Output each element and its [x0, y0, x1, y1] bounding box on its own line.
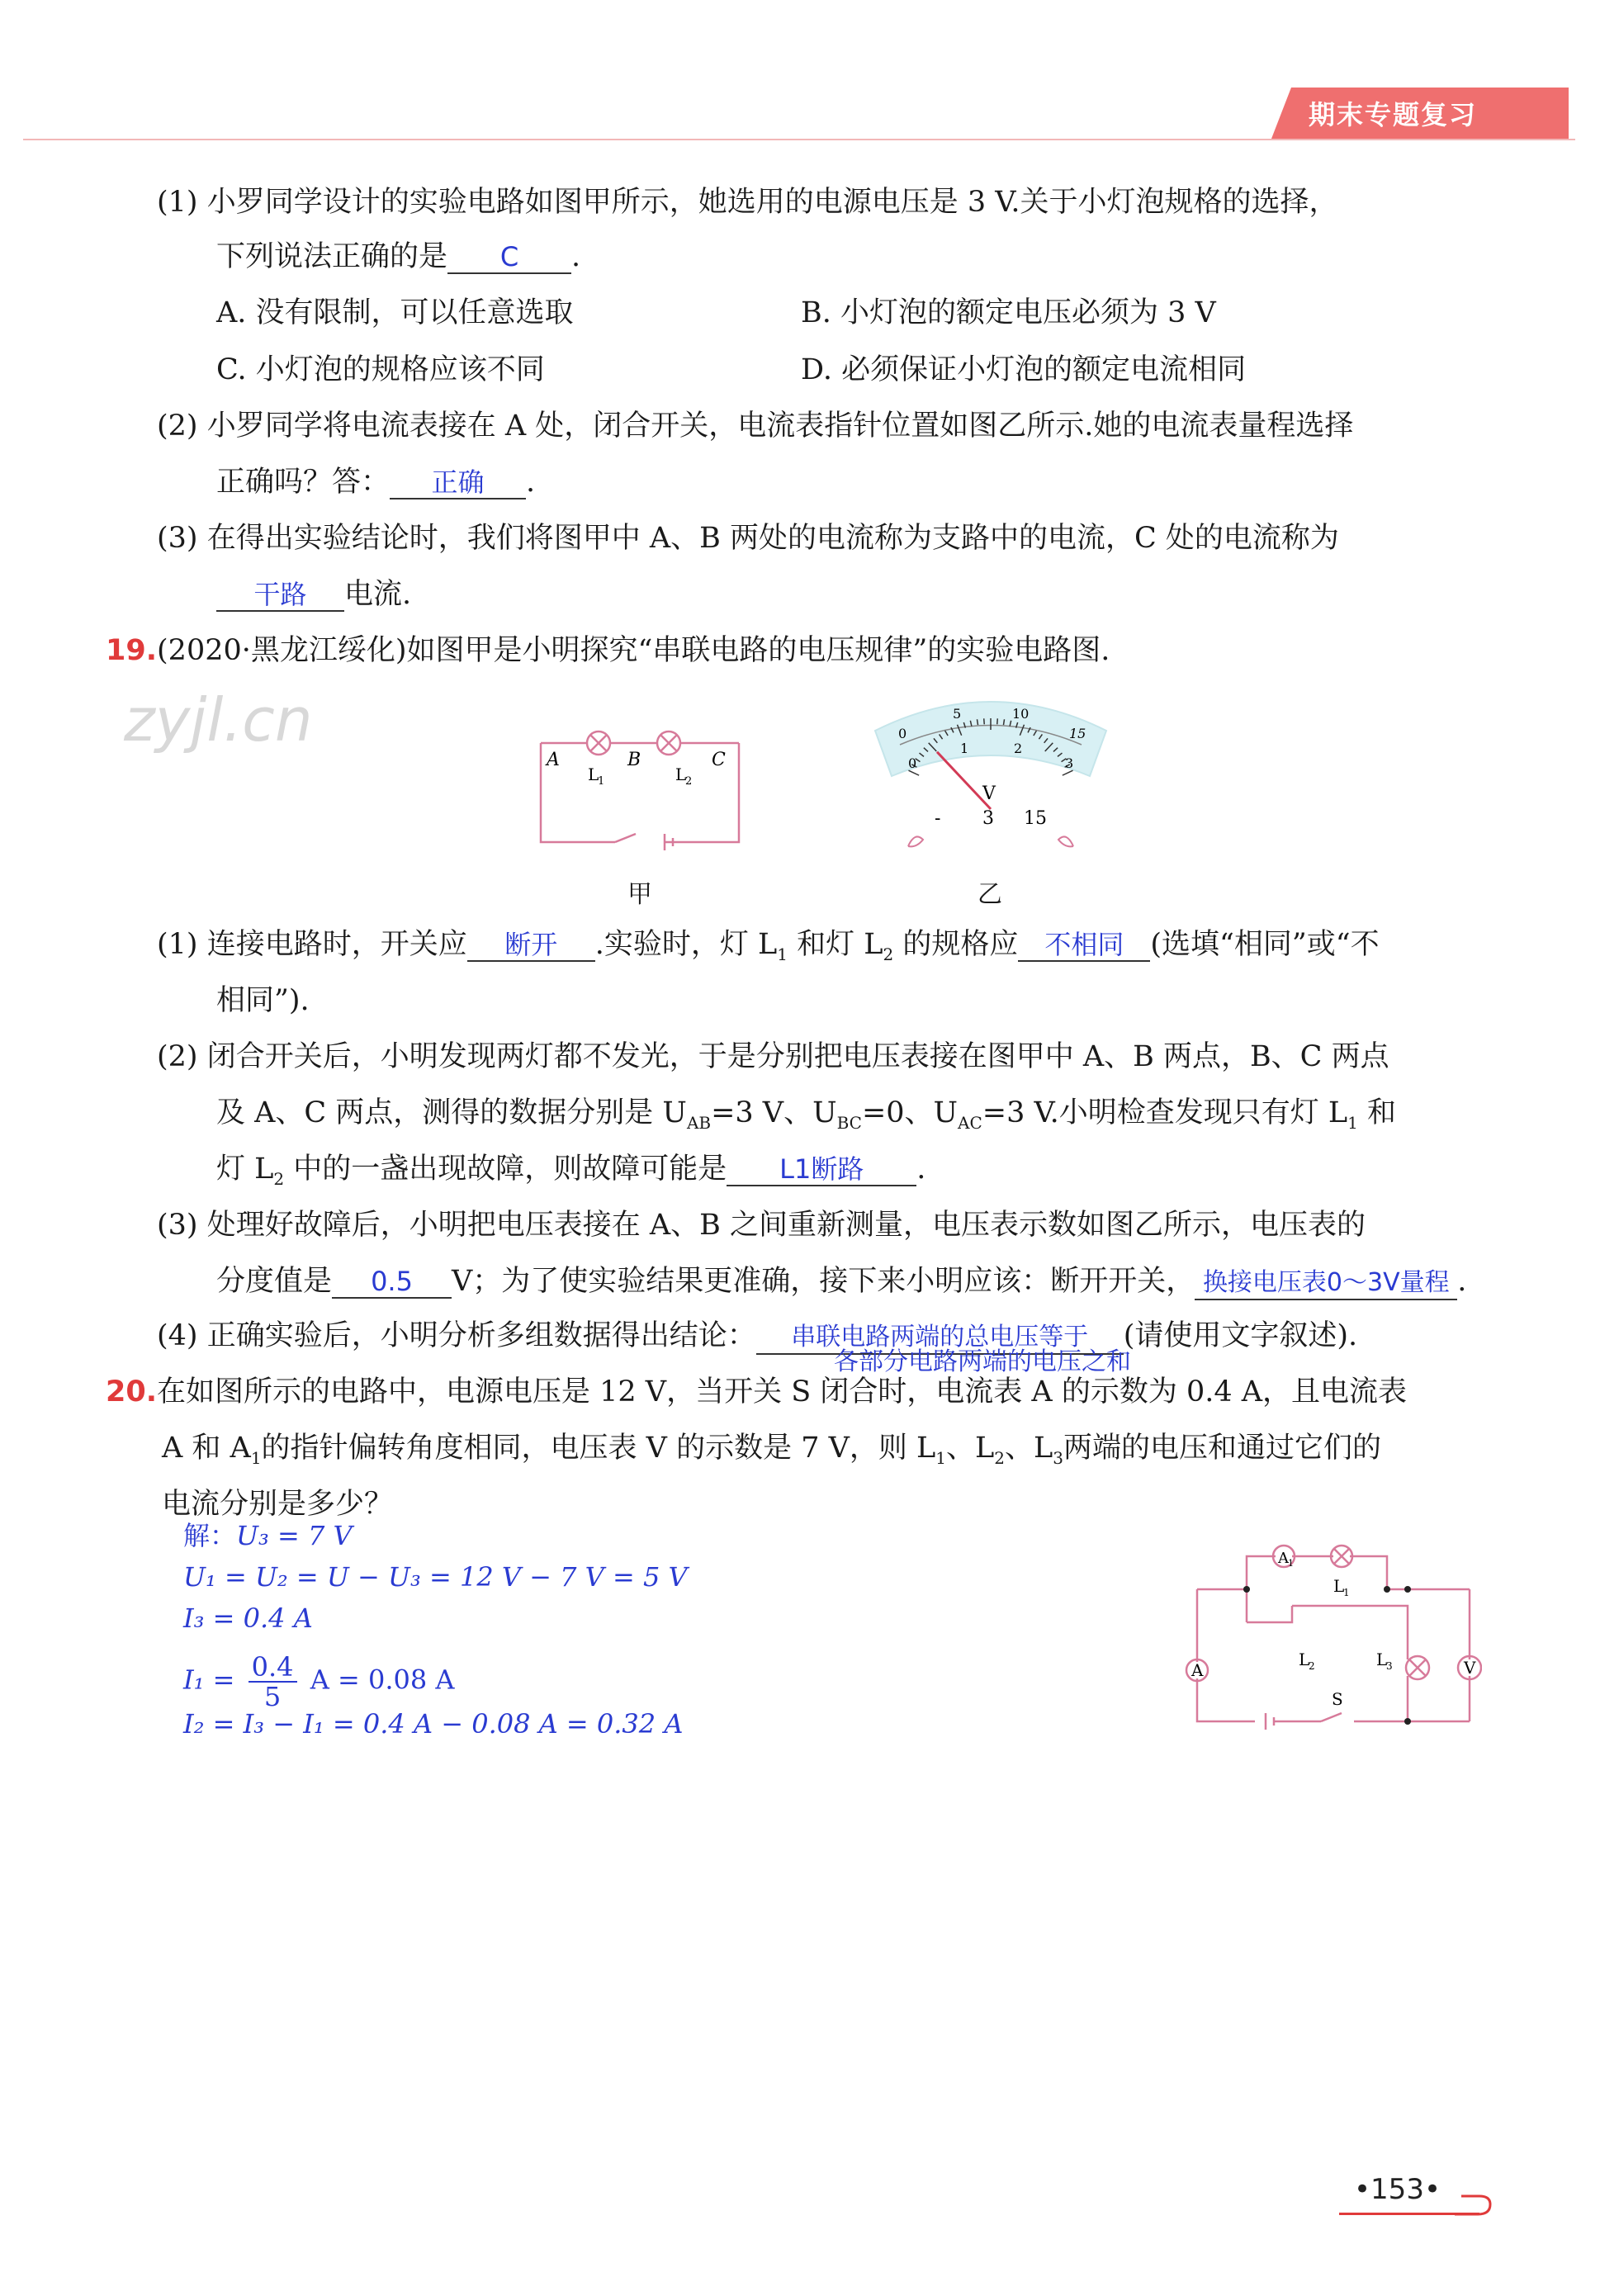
- q19-p2-line2: 及 A、C 两点，测得的数据分别是 $U_{AB}=3$ V、$U_{BC}=0$、$U_{AC}=3$ V.小明检查发现只有灯 $L_1$ 和: [216, 1096, 1397, 1133]
- fraction-numerator: 0.4: [249, 1653, 297, 1683]
- watermark: zyjl.cn: [124, 685, 313, 755]
- meter-top-0: 0: [898, 726, 907, 741]
- q19-p2-answer: L1断路: [727, 1153, 916, 1186]
- q18-p1-line2: 下列说法正确的是 C .: [216, 240, 581, 273]
- q19-p1-line2: 相同”).: [216, 984, 310, 1017]
- q20-label-v: V: [1464, 1658, 1476, 1678]
- q18-option-d: D. 必须保证小灯泡的额定电流相同: [801, 353, 1247, 386]
- q20-number: 20.: [106, 1375, 158, 1408]
- meter-bot-1: 1: [960, 741, 969, 756]
- q18-p3-line1: (3) 在得出实验结论时，我们将图甲中 A、B 两处的电流称为支路中的电流，C 处的电流称为: [157, 522, 1339, 555]
- solution-line4: I₁ = $\frac{0.4}{5}$ A = 0.08 A: [183, 1651, 455, 1712]
- section-label: 期末专题复习: [1309, 99, 1478, 130]
- q18-p1-answer: C: [447, 241, 571, 274]
- fraction-denominator: 5: [263, 1681, 282, 1712]
- q18-p1-line1: (1) 小罗同学设计的实验电路如图甲所示，她选用的电源电压是 3 V.关于小灯泡规格的选择，: [157, 186, 1338, 219]
- meter-terminal-15: 15: [1024, 808, 1047, 829]
- meter-tick: [984, 718, 985, 724]
- meter-tick: [1003, 719, 1004, 725]
- q20-label-l3: L: [1376, 1650, 1388, 1669]
- page-number: •153•: [1354, 2173, 1441, 2206]
- q19-p3-line1: (3) 处理好故障后，小明把电压表接在 A、B 之间重新测量，电压表示数如图乙所示，电压表的: [157, 1209, 1366, 1242]
- jia-label-l1-sub: 1: [598, 775, 605, 788]
- meter-bot-2: 2: [1014, 741, 1023, 756]
- jia-label-l1: L: [588, 765, 599, 784]
- q19-p4-answer-line2: 各部分电路两端的电压之和: [834, 1347, 1131, 1376]
- q18-option-a: A. 没有限制，可以任意选取: [216, 296, 574, 329]
- q20-label-l1: L: [1333, 1576, 1345, 1596]
- q19-p3-line2: 分度值是 0.5 V；为了使实验结果更准确，接下来小明应该：断开开关， 换接电压表0～3V量程 .: [216, 1262, 1466, 1301]
- q20-line2: A 和 $A_1$的指针偏转角度相同，电压表 V 的示数是 7 V，则 $L_1$、$L_2$、$L_3$两端的电压和通过它们的: [162, 1432, 1381, 1468]
- meter-top-10: 10: [1012, 706, 1030, 722]
- meter-tick: [977, 719, 978, 725]
- q18-p2-line1: (2) 小罗同学将电流表接在 A 处，闭合开关，电流表指针位置如图乙所示.她的电流表量程选择: [157, 409, 1354, 443]
- jia-label-c: C: [712, 750, 726, 770]
- q20-line1: 20.在如图所示的电路中，电源电压是 12 V，当开关 S 闭合时，电流表 A 的示数为 0.4 A，且电流表: [106, 1375, 1408, 1408]
- q20-label-s: S: [1332, 1689, 1343, 1709]
- q20-label-a: A: [1191, 1660, 1204, 1680]
- meter-terminal-neg: -: [935, 808, 941, 829]
- q20-line3: 电流分别是多少？: [162, 1488, 394, 1521]
- solution-line3: I₃ = 0.4 A: [183, 1602, 313, 1634]
- meter-tick: [997, 718, 998, 724]
- jia-label-l2-sub: 2: [685, 775, 693, 788]
- q18-p2-answer: 正确: [390, 466, 526, 499]
- q20-label-a1-sub: 1: [1288, 1558, 1294, 1569]
- q19-p3-answer2: 换接电压表0～3V量程: [1195, 1267, 1457, 1300]
- meter-unit: V: [982, 783, 996, 804]
- q20-circuit: [1176, 1531, 1482, 1738]
- q18-p3-answer: 干路: [216, 579, 344, 612]
- meter-top-5: 5: [953, 706, 962, 722]
- meter-top-15: 15: [1069, 726, 1086, 741]
- meter-bot-0: 0: [908, 755, 917, 771]
- q20-label-l2-sub: 2: [1309, 1660, 1315, 1672]
- fig-yi-caption: 乙: [978, 880, 1002, 909]
- q20-label-a1: A: [1278, 1550, 1289, 1567]
- fig-jia-caption: 甲: [627, 880, 652, 909]
- q19-p2-line3: 灯 $L_2$ 中的一盏出现故障，则故障可能是 L1断路 .: [216, 1153, 926, 1189]
- q19-p1-answer1: 断开: [467, 929, 595, 962]
- q18-p3-line2: 干路 电流.: [216, 575, 411, 614]
- q19-circuit-jia: [520, 718, 760, 859]
- solution-line1: 解：U₃ = 7 V: [183, 1520, 353, 1551]
- q18-option-b: B. 小灯泡的额定电压必须为 3 V: [801, 296, 1216, 329]
- jia-label-a: A: [547, 750, 560, 770]
- q19-p1-line1: (1) 连接电路时，开关应 断开 .实验时，灯 $L_1$ 和灯 $L_2$ 的规格应 不相同 (选填“相同”或“不: [157, 928, 1380, 964]
- solution-line5: I₂ = I₃ − I₁ = 0.4 A − 0.08 A = 0.32 A: [183, 1708, 684, 1740]
- q19-number: 19.: [106, 634, 158, 667]
- q20-label-l1-sub: 1: [1343, 1587, 1350, 1598]
- q20-label-l3-sub: 3: [1386, 1660, 1393, 1672]
- meter-tick: [908, 770, 919, 775]
- meter-tick: [1063, 770, 1073, 775]
- q18-p2-line2: 正确吗？答： 正确 .: [216, 466, 536, 499]
- q19-p1-answer2: 不相同: [1018, 929, 1150, 962]
- header-rule: [23, 139, 1575, 140]
- q19-p4-answer-line1: 串联电路两端的总电压等于: [756, 1322, 1124, 1355]
- q20-label-l2: L: [1299, 1650, 1310, 1669]
- page-curl-icon: [1453, 2189, 1494, 2223]
- jia-label-b: B: [627, 750, 641, 770]
- q19-voltmeter-yi: [867, 685, 1115, 867]
- solution-line2: U₁ = U₂ = U − U₃ = 12 V − 7 V = 5 V: [183, 1561, 688, 1593]
- meter-terminal-3: 3: [982, 808, 994, 829]
- q19-p3-answer1: 0.5: [332, 1266, 452, 1299]
- q18-option-c: C. 小灯泡的规格应该不同: [216, 353, 545, 386]
- q19-p4-line1: (4) 正确实验后，小明分析多组数据得出结论： 串联电路两端的总电压等于 (请使用文字叙述).: [157, 1316, 1357, 1356]
- q19-stem: 19.(2020·黑龙江绥化)如图甲是小明探究“串联电路的电压规律”的实验电路图.: [106, 634, 1110, 667]
- meter-bot-3: 3: [1065, 755, 1074, 771]
- jia-label-l2: L: [675, 765, 687, 784]
- q19-p2-line1: (2) 闭合开关后，小明发现两灯都不发光，于是分别把电压表接在图甲中 A、B 两点，B、C 两点: [157, 1040, 1389, 1073]
